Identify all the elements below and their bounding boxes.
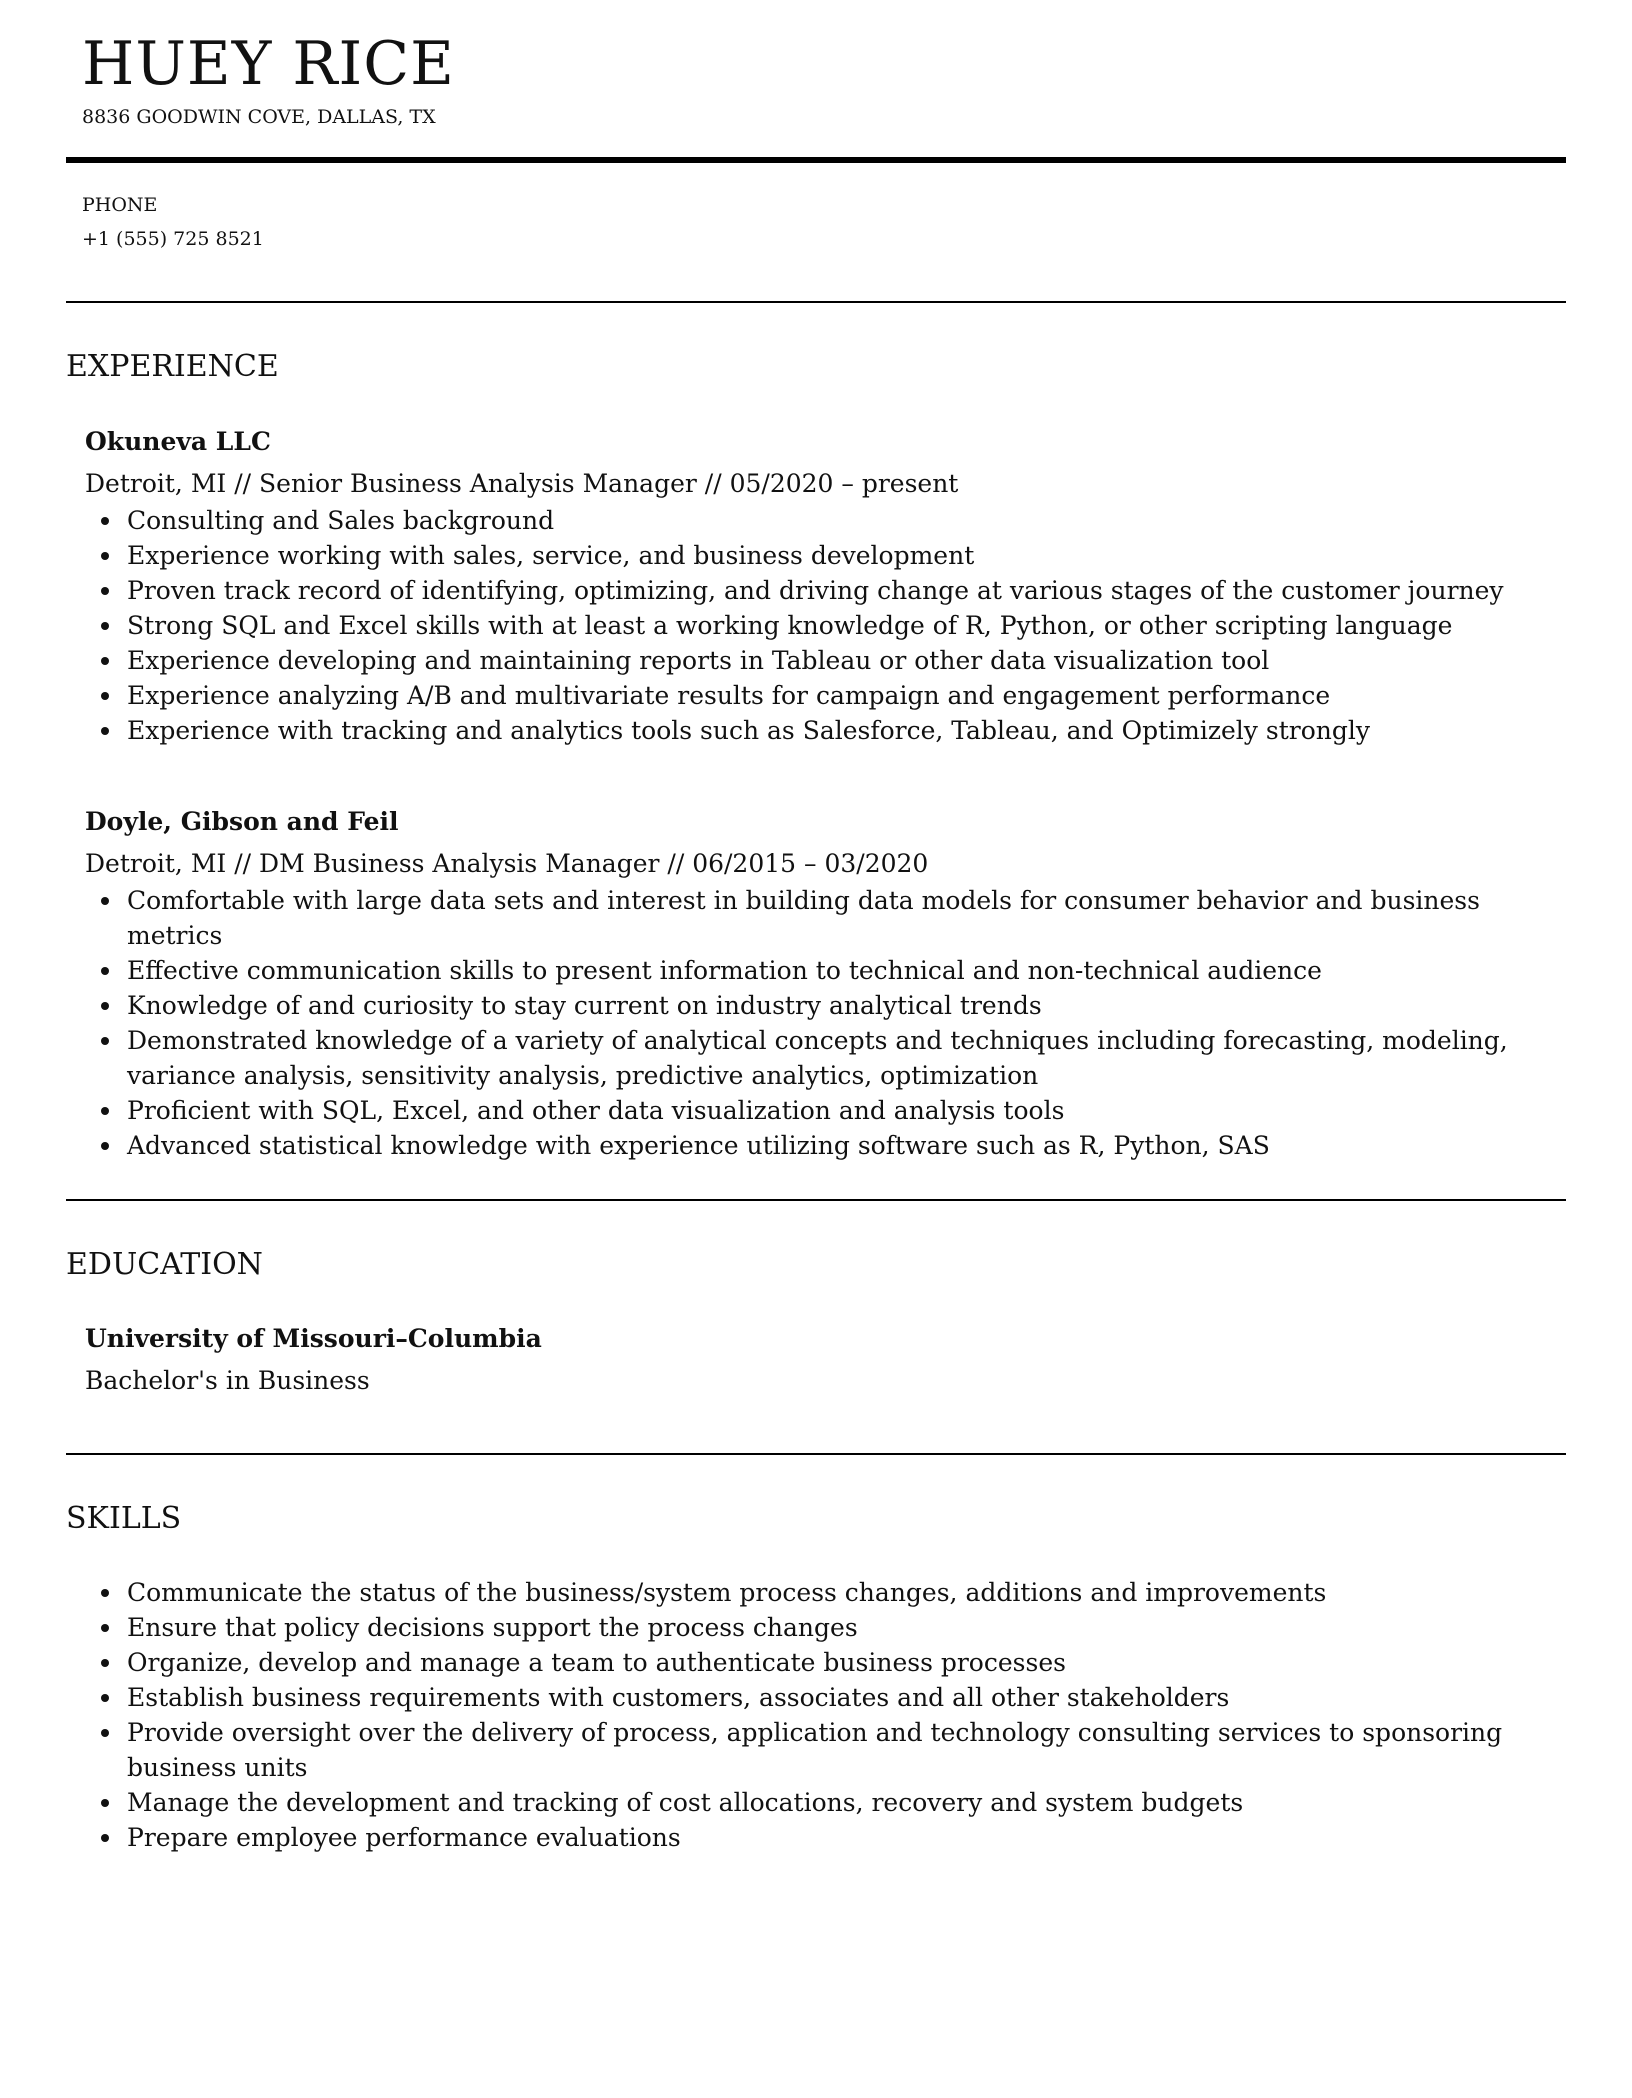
experience-heading: EXPERIENCE (66, 349, 279, 384)
job-company: Doyle, Gibson and Feil (85, 807, 399, 836)
education-entry (85, 1322, 1555, 1400)
skills-heading: SKILLS (66, 1501, 182, 1536)
list-item: Advanced statistical knowledge with experience utilizing software such as R, Python, SAS (85, 1128, 1555, 1163)
job-details: Detroit, MI // DM Business Analysis Manager // 06/2015 – 03/2020 (85, 849, 929, 878)
education-heading: EDUCATION (66, 1247, 263, 1282)
degree: Bachelor's in Business (85, 1366, 370, 1395)
list-item: Knowledge of and curiosity to stay current on industry analytical trends (85, 988, 1555, 1023)
job-entry-2 (85, 805, 1555, 1163)
list-item: Ensure that policy decisions support the process changes (85, 1610, 1555, 1645)
job-entry-1 (85, 425, 1555, 748)
list-item: Provide oversight over the delivery of process, application and technology consulting services to sponsoring business units (85, 1715, 1555, 1785)
list-item: Establish business requirements with customers, associates and all other stakeholders (85, 1680, 1555, 1715)
job-company: Okuneva LLC (85, 427, 271, 456)
job-bullets (85, 883, 1555, 1163)
list-item: Experience with tracking and analytics tools such as Salesforce, Tableau, and Optimizely strongly (85, 713, 1555, 748)
contact-divider (66, 301, 1566, 303)
skills-entry (85, 1575, 1555, 1855)
header-divider (66, 157, 1566, 163)
skills-list (85, 1575, 1555, 1855)
list-item: Strong SQL and Excel skills with at least a working knowledge of R, Python, or other scripting language (85, 608, 1555, 643)
education-divider (66, 1453, 1566, 1455)
list-item: Experience analyzing A/B and multivariate results for campaign and engagement performance (85, 678, 1555, 713)
list-item: Prepare employee performance evaluations (85, 1820, 1555, 1855)
list-item: Comfortable with large data sets and interest in building data models for consumer behavior and business metrics (85, 883, 1555, 953)
job-details: Detroit, MI // Senior Business Analysis Manager // 05/2020 – present (85, 469, 959, 498)
list-item: Effective communication skills to present information to technical and non-technical audience (85, 953, 1555, 988)
experience-divider (66, 1199, 1566, 1201)
list-item: Communicate the status of the business/system process changes, additions and improvements (85, 1575, 1555, 1610)
phone-label: PHONE (82, 194, 158, 216)
list-item: Organize, develop and manage a team to authenticate business processes (85, 1645, 1555, 1680)
list-item: Manage the development and tracking of cost allocations, recovery and system budgets (85, 1785, 1555, 1820)
list-item: Demonstrated knowledge of a variety of analytical concepts and techniques including forecasting, modeling, variance analysis, sensitivity analysis, predictive analytics, optimization (85, 1023, 1555, 1093)
candidate-address: 8836 GOODWIN COVE, DALLAS, TX (82, 106, 436, 128)
school-name: University of Missouri–Columbia (85, 1324, 542, 1353)
list-item: Experience developing and maintaining reports in Tableau or other data visualization tool (85, 643, 1555, 678)
candidate-name: HUEY RICE (82, 29, 455, 99)
list-item: Experience working with sales, service, and business development (85, 538, 1555, 573)
list-item: Consulting and Sales background (85, 503, 1555, 538)
job-bullets (85, 503, 1555, 748)
list-item: Proven track record of identifying, optimizing, and driving change at various stages of the customer journey (85, 573, 1555, 608)
phone-number: +1 (555) 725 8521 (82, 228, 264, 250)
list-item: Proficient with SQL, Excel, and other data visualization and analysis tools (85, 1093, 1555, 1128)
